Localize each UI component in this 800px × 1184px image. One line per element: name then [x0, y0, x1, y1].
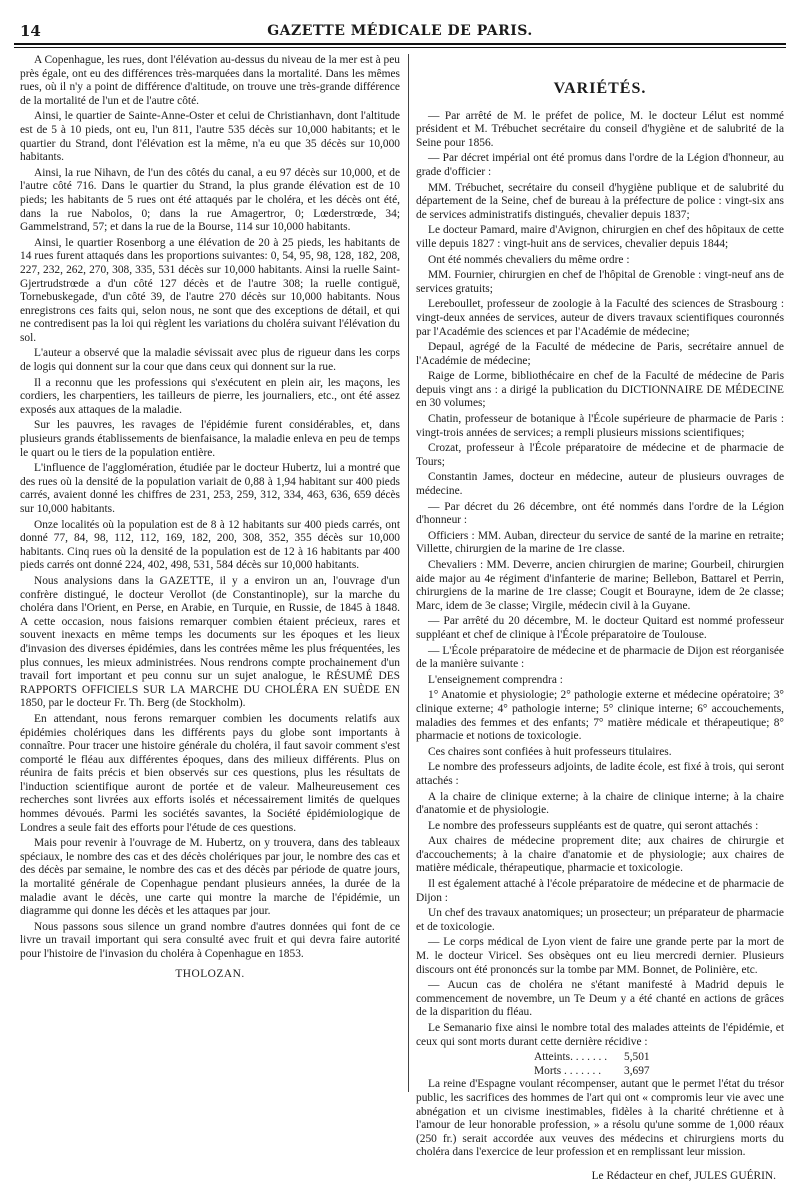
news-paragraph: — Par arrêté du 20 décembre, M. le docteur Quitard est nommé professeur suppléant et chef de clinique à l'École préparatoire de Toulouse. — [416, 615, 784, 641]
stat-value: 5,501 — [624, 1051, 650, 1064]
news-paragraph: Lereboullet, professeur de zoologie à la Faculté des sciences de Strasbourg : vingt-deux années de services, auteur de divers travaux scientifiques couronnés par l'Académie des sciences et par l'Académie de médecine; — [416, 298, 784, 338]
news-paragraph: Le nombre des professeurs adjoints, de ladite école, est fixé à trois, qui seront attachés : — [416, 761, 784, 787]
article-paragraph: Il a reconnu que les professions qui s'exécutent en plein air, les maçons, les cordiers, les charpentiers, les tailleurs de pierre, les journaliers, etc., ont été assez exposés aux attaques de la maladie. — [20, 376, 400, 416]
article-paragraph: Nous passons sous silence un grand nombre d'autres données qui font de ce livre un travail important qui sera consulté avec fruit et qui devra faire autorité pour l'histoire de l'invasion du choléra à Copenhague en 1853. — [20, 920, 400, 960]
news-paragraph: Le Semanario fixe ainsi le nombre total des malades atteints de l'épidémie, et ceux qui sont morts durant cette dernière récidive : — [416, 1022, 784, 1048]
news-paragraph: Officiers : MM. Auban, directeur du service de santé de la marine en retraite; Villette, chirurgien de la marine de 1re classe. — [416, 529, 784, 556]
journal-title: GAZETTE MÉDICALE DE PARIS. — [267, 23, 533, 39]
news-paragraph: — Le corps médical de Lyon vient de faire une grande perte par la mort de M. le docteur Viricel. Ses obsèques ont eu lieu mercredi dernier. Plusieurs discours ont été prononcés sur la tombe par MM. Bonnet, de Polinière, etc. — [416, 936, 784, 976]
news-paragraph: Ont été nommés chevaliers du même ordre : — [428, 253, 630, 266]
page-header — [14, 14, 786, 40]
news-paragraph: L'enseignement comprendra : — [428, 673, 563, 686]
article-paragraph: Ainsi, le quartier Rosenborg a une élévation de 20 à 25 pieds, les habitants de 14 rues furent attaqués dans les proportions suivantes: 0, 54, 95, 98, 128, 182, 208, 227, 232, 262, 270, 308, 335, 531 décès sur 10,000 habitants. Ainsi la ruelle Saint-Gjertrudstrœde a d'un côté 127 décès et de l'autre 308; la ruelle contiguë, Tornebuskegade, d'un côté 39, de l'autre 270 décès sur 10,000 habitants. Nous enregistrons ces faits qui, selon nous, ne sont que des exceptions de détail, et qui ne contredisent pas la loi qui règlent les variations du choléra suivant l'élévation du sol. — [20, 236, 400, 344]
news-paragraph: Chatin, professeur de botanique à l'École supérieure de pharmacie de Paris : vingt-trois années de services; a rempli plusieurs missions scientifiques; — [416, 413, 784, 439]
news-paragraph: Le docteur Pamard, maire d'Avignon, chirurgien en chef des hôpitaux de cette ville depuis 1827 : vingt-huit ans de services, chevalier depuis 1844; — [416, 224, 784, 250]
news-paragraph: MM. Fournier, chirurgien en chef de l'hôpital de Grenoble : vingt-neuf ans de services gratuits; — [416, 269, 784, 295]
news-paragraph: — L'École préparatoire de médecine et de pharmacie de Dijon est réorganisée de la manière suivante : — [416, 644, 784, 671]
article-paragraph: L'auteur a observé que la maladie sévissait avec plus de rigueur dans les corps de logis qui donnent sur la cour que dans ceux qui donnent sur la rue. — [20, 347, 400, 374]
article-signature: THOLOZAN. — [175, 967, 245, 980]
news-paragraph: MM. Trébuchet, secrétaire du conseil d'hygiène publique et de salubrité du département de la Seine, chef de bureau à la préfecture de police : vingt-six ans de services administratifs distingués, chevalier depuis 1837; — [416, 181, 784, 221]
news-paragraph: — Par arrêté de M. le préfet de police, M. le docteur Lélut est nommé président et M. Trébuchet secrétaire du conseil d'hygiène et de salubrité de la Seine pour 1856. — [416, 109, 784, 149]
news-paragraph: Le nombre des professeurs suppléants est de quatre, qui seront attachés : — [428, 819, 759, 832]
newspaper-page — [14, 14, 786, 1182]
section-title: VARIÉTÉS. — [553, 80, 647, 97]
article-paragraph: En attendant, nous ferons remarquer combien les documents relatifs aux épidémies cholériques dans les différents pays du globe sont importants à connaître. Pour tracer une histoire générale du choléra, il faut savoir comment s'est comporté le fléau aux différentes époques, dans des milieux différents. Plus on réunira de faits précis et bien observés sur ces questions, plus les résultats de l'induction scientifique auront de portée et de valeur. Malheureusement ces recherches sont livrées aux efforts isolés et nécessairement limités de quelques hommes dévoués. Parmi les sociétés savantes, la Société épidémiologique de Londres a seule fait des efforts pour l'étude de ces questions. — [20, 712, 400, 834]
columns — [18, 54, 784, 1182]
news-paragraph: 1° Anatomie et physiologie; 2° pathologie externe et médecine opératoire; 3° clinique externe; 4° pathologie interne; 5° clinique interne; 6° accouchements, maladies des femmes et des enfants; 7° matière médicale et thérapeutique; 8° pharmacie et notions de toxicologie. — [416, 689, 784, 743]
stat-label: Morts . . . . . . . — [534, 1064, 602, 1077]
editor-signature: Le Rédacteur en chef, JULES GUÉRIN. — [591, 1169, 776, 1182]
news-paragraph: Il est également attaché à l'école préparatoire de médecine et de pharmacie de Dijon : — [416, 878, 784, 904]
article-paragraph: Ainsi, la rue Nihavn, de l'un des côtés du canal, a eu 97 décès sur 10,000, et de l'autre côté 716. Dans le quartier du Strand, la plus grande élévation est de 10 pieds; les habitants de 5 rues ont été attaqués par le choléra, et les décès ont été, dans la rue Nabolos, 0; dans la rue Amagertror, 0; Lœderstrœde, 34; Gammelstrand, 57; et dans la rue de la Bourse, 114 sur 10,000 habitants. — [20, 166, 400, 234]
news-paragraph: — Aucun cas de choléra ne s'étant manifesté à Madrid depuis le commencement de novembre, un Te Deum y a été chanté en actions de grâces de la disparition du fléau. — [416, 979, 784, 1019]
stat-label: Atteints. . . . . . . — [534, 1051, 608, 1064]
news-paragraph: Crozat, professeur à l'École préparatoire de médecine et de pharmacie de Tours; — [416, 442, 784, 468]
news-paragraph: — Par décret du 26 décembre, ont été nommés dans l'ordre de la Légion d'honneur : — [416, 500, 784, 527]
article-paragraph: Nous analysions dans la GAZETTE, il y a environ un an, l'ouvrage d'un confrère distingué, le docteur Verollot (de Constantinople), sur la marche du choléra dans l'Orient, en Perse, en Arabie, en Turquie, en Russie, de 1845 à 1848. A cette occasion, nous faisions remarquer combien étaient précieux, rares et souvent inexacts en même temps les documents sur les époques et les lieux d'invasion des diverses épidémies, dans les contrées même les plus fréquentées, les plus connues, les mieux administrées. Nous rendrons compte prochainement d'un travail fort important et peu connu sur un sujet analogue, le RÉSUMÉ DES RAPPORTS OFFICIELS SUR LA MARCHE DU CHOLÉRA EN SUÈDE EN 1850, par le docteur Fr. Th. Berg (de Stockholm). — [20, 574, 400, 710]
article-paragraph: Sur les pauvres, les ravages de l'épidémie furent considérables, et, dans plusieurs grands établissements de bienfaisance, la maladie enleva en peu de temps le quart ou le tiers de la population entière. — [20, 419, 400, 459]
news-paragraph: Depaul, agrégé de la Faculté de médecine de Paris, secrétaire annuel de l'Académie de médecine; — [416, 341, 784, 367]
page-number: 14 — [20, 22, 41, 40]
news-paragraph: A la chaire de clinique externe; à la chaire de clinique interne; à la chaire d'anatomie et de physiologie. — [416, 790, 784, 817]
news-paragraph: Chevaliers : MM. Deverre, ancien chirurgien de marine; Gourbeil, chirurgien aide major au 4e régiment d'infanterie de marine; Bellebon, Battarel et Perrin, chirurgiens de la marine de 1re classe; Cougit et Bourayne, idem de 2e classe; Marc, idem de 3e classe; Virgile, médecin civil à la Guyane. — [416, 559, 784, 612]
column-divider — [408, 54, 409, 1092]
news-paragraph: Un chef des travaux anatomiques; un prosecteur; un préparateur de pharmacie et de toxicologie. — [416, 907, 784, 933]
news-paragraph: Constantin James, docteur en médecine, auteur de plusieurs ouvrages de médecine. — [416, 471, 784, 498]
article-paragraph: Onze localités où la population est de 8 à 12 habitants sur 400 pieds carrés, ont donné 77, 84, 98, 112, 112, 169, 182, 200, 308, 352, 355 décès sur 10,000 habitants. Cinq rues où la densité de la population est de 12 à 16 habitants par 400 pieds carrés ont donné 224, 402, 498, 531, 584 décès sur 10,000 habitants. — [20, 518, 400, 572]
header-rule-thick — [14, 43, 786, 45]
statistics-row — [534, 1051, 784, 1065]
article-paragraph: Ainsi, le quartier de Sainte-Anne-Oster et celui de Christianhavn, dont l'altitude est de 5 à 10 pieds, ont eu, l'un 811, l'autre 535 décès sur 10,000 habitants; et le quartier du Strand, dont l'élévation est la même, n'a eu que 35 décès sur 10,000 habitants. — [20, 110, 400, 164]
article-paragraph: Mais pour revenir à l'ouvrage de M. Hubertz, on y trouvera, dans des tableaux spéciaux, le nombre des cas et des décès cholériques par jour, le nombre des cas et des décès par semaine, le nombre des cas et des décès par période de quatre jours, la mortalité générale de Copenhague pendant plusieurs années, la durée de la maladie avant le décès, une carte qui montre la marche de l'épidémie, un diagramme qui donne les décès et les attaques par jour. — [20, 837, 400, 918]
news-paragraph: Raige de Lorme, bibliothécaire en chef de la Faculté de médecine de Paris depuis vingt ans : a dirigé la publication du DICTIONNAIRE DE MÉDECINE en 30 volumes; — [416, 370, 784, 410]
news-paragraph: Ces chaires sont confiées à huit professeurs titulaires. — [428, 745, 672, 758]
right-column — [416, 54, 784, 1182]
header-rule-thin — [14, 47, 786, 48]
news-paragraph: Aux chaires de médecine proprement dite; aux chaires de chirurgie et d'accouchements; à la chaire d'anatomie et de physiologie; aux chaires de matière médicale, thérapeutique, pharmacie et toxicologie. — [416, 835, 784, 875]
article-paragraph: A Copenhague, les rues, dont l'élévation au-dessus du niveau de la mer est à peu près égale, ont eu des différences très-marquées dans la mortalité. Dans les mêmes rues, où il n'y a point de différence d'altitude, on trouve une très-grande différence de la mortalité de l'un et de l'autre côté. — [20, 54, 400, 107]
statistics-row — [534, 1065, 784, 1079]
left-column — [20, 54, 400, 1092]
article-paragraph: L'influence de l'agglomération, étudiée par le docteur Hubertz, lui a montré que des rues où la densité de la population variait de 0,88 à 1,94 habitant sur 400 pieds carrés, avaient donné les chiffres de 231, 253, 259, 312, 334, 463, 636, 659 décès sur 10,000 habitants. — [20, 462, 400, 515]
news-paragraph: La reine d'Espagne voulant récompenser, autant que le permet l'état du trésor public, les sacrifices des hommes de l'art qui ont « compromis leur vie avec une abnégation et un civisme inestimables, fidèles à la charité chrétienne et à l'amour de leur honorable profession, » a résolu qu'une somme de 1,000 réaux (250 fr.) serait accordée aux veuves des médecins et chirurgiens morts du choléra dans l'exercice de leur profession et en remplissant leur mission. — [416, 1078, 784, 1159]
news-paragraph: — Par décret impérial ont été promus dans l'ordre de la Légion d'honneur, au grade d'officier : — [416, 152, 784, 178]
stat-value: 3,697 — [624, 1064, 650, 1077]
